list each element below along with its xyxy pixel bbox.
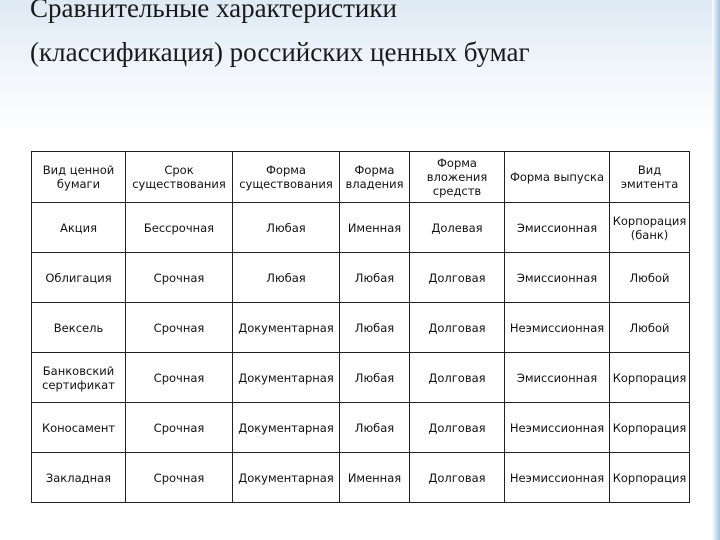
table-cell: Бессрочная <box>126 203 233 253</box>
table-cell: Закладная <box>32 453 126 503</box>
table-row <box>32 303 690 353</box>
header-cell: Вид эмитента <box>610 152 690 203</box>
table-row <box>32 203 690 253</box>
table-cell: Срочная <box>126 253 233 303</box>
slide-title-line-1: Сравнительные характеристики <box>30 0 397 23</box>
table-cell: Эмиссионная <box>505 253 610 303</box>
table-row <box>32 403 690 453</box>
slide-accent-bar <box>712 0 720 540</box>
header-cell: Форма вложения средств <box>410 152 505 203</box>
table-cell: Любая <box>233 253 340 303</box>
table-cell: Неэмиссионная <box>505 303 610 353</box>
table-row <box>32 353 690 403</box>
table-cell: Любой <box>610 253 690 303</box>
table-cell: Корпорация <box>610 403 690 453</box>
table-cell: Долговая <box>410 453 505 503</box>
table-cell: Долевая <box>410 203 505 253</box>
table-cell: Вексель <box>32 303 126 353</box>
table-cell: Неэмиссионная <box>505 403 610 453</box>
slide-title <box>30 0 700 74</box>
header-cell: Форма существования <box>233 152 340 203</box>
table-cell: Документарная <box>233 453 340 503</box>
table-cell: Корпорация (банк) <box>610 203 690 253</box>
securities-table-container <box>31 151 690 503</box>
table-cell: Корпорация <box>610 453 690 503</box>
table-cell: Срочная <box>126 303 233 353</box>
table-cell: Любая <box>340 303 410 353</box>
table-cell: Долговая <box>410 253 505 303</box>
securities-classification-table <box>31 151 690 503</box>
table-cell: Эмиссионная <box>505 353 610 403</box>
table-cell: Любая <box>233 203 340 253</box>
table-cell: Любая <box>340 353 410 403</box>
table-cell: Коносамент <box>32 403 126 453</box>
table-cell: Неэмиссионная <box>505 453 610 503</box>
table-cell: Именная <box>340 203 410 253</box>
table-header-row <box>32 152 690 203</box>
table-cell: Срочная <box>126 353 233 403</box>
table-cell: Срочная <box>126 453 233 503</box>
header-cell: Вид ценной бумаги <box>32 152 126 203</box>
header-cell: Форма выпуска <box>505 152 610 203</box>
table-cell: Корпорация <box>610 353 690 403</box>
table-cell: Акция <box>32 203 126 253</box>
table-cell: Банковский сертификат <box>32 353 126 403</box>
table-cell: Любой <box>610 303 690 353</box>
table-cell: Облигация <box>32 253 126 303</box>
slide-title-line-2: (классификация) российских ценных бумаг <box>30 37 530 67</box>
table-cell: Именная <box>340 453 410 503</box>
table-row <box>32 253 690 303</box>
table-cell: Долговая <box>410 403 505 453</box>
table-cell: Эмиссионная <box>505 203 610 253</box>
table-cell: Долговая <box>410 303 505 353</box>
table-cell: Любая <box>340 403 410 453</box>
table-cell: Срочная <box>126 403 233 453</box>
table-cell: Документарная <box>233 353 340 403</box>
table-cell: Документарная <box>233 303 340 353</box>
table-cell: Любая <box>340 253 410 303</box>
header-cell: Срок существования <box>126 152 233 203</box>
table-cell: Документарная <box>233 403 340 453</box>
table-cell: Долговая <box>410 353 505 403</box>
header-cell: Форма владения <box>340 152 410 203</box>
table-row <box>32 453 690 503</box>
